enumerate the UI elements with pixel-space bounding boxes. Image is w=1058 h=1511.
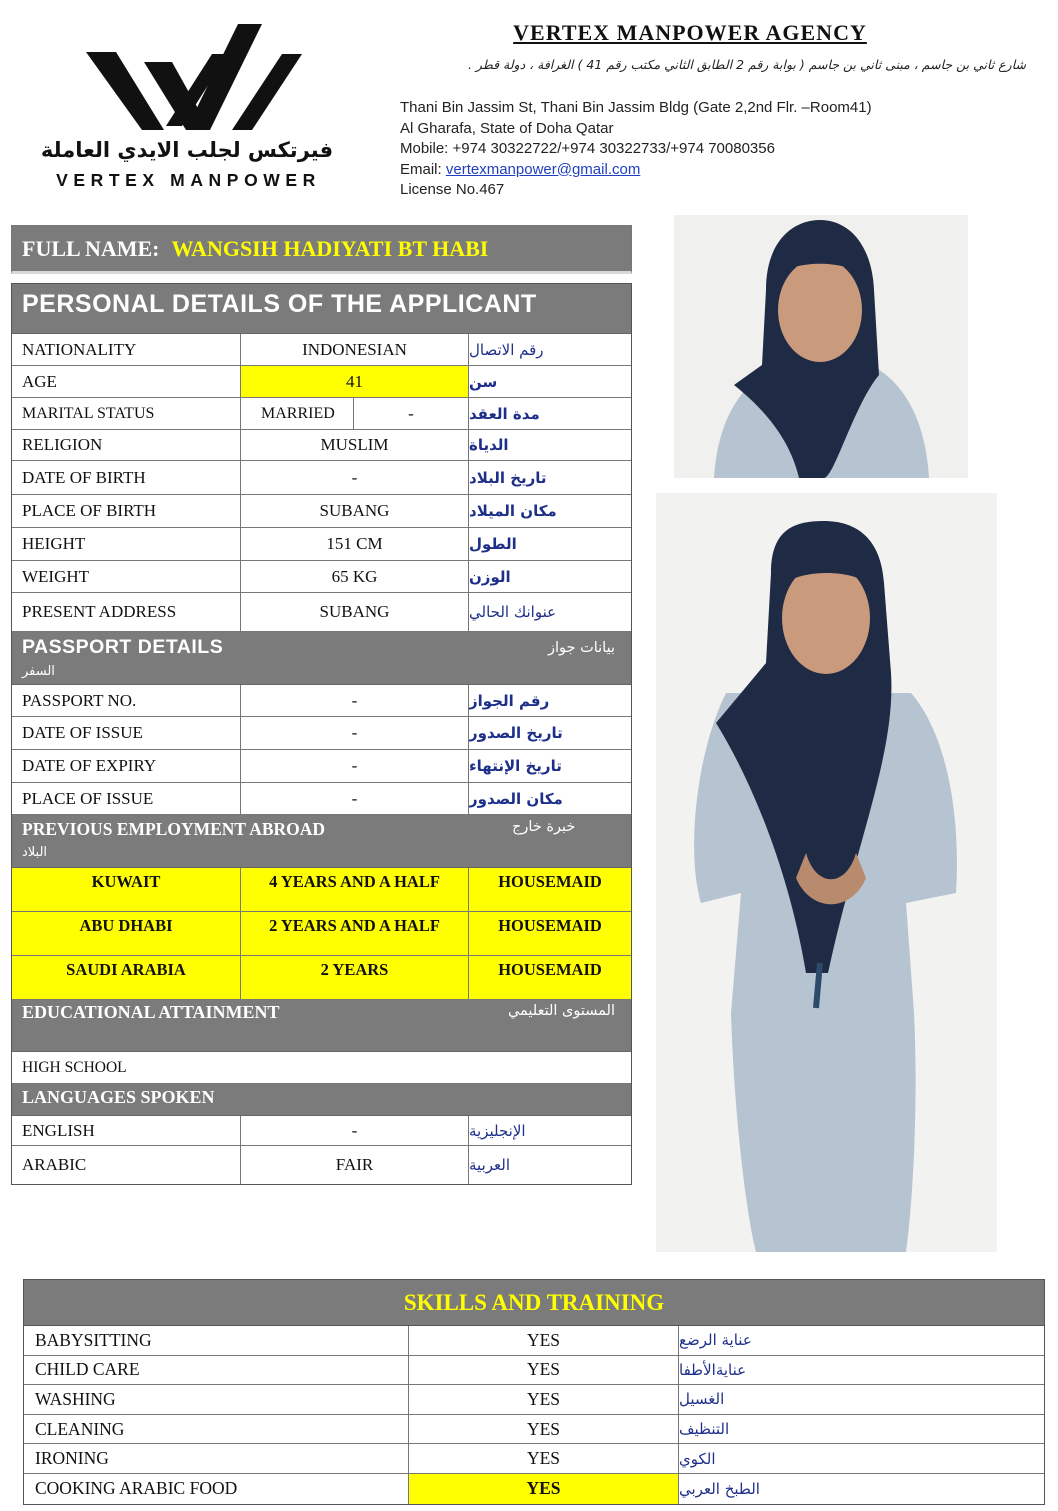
applicant-details-table [11, 283, 632, 1185]
mobile-label: Mobile: [400, 140, 449, 157]
date-of-issue-label-ar: تاريخ الصدور [469, 724, 563, 742]
date-of-expiry-label-ar: تاريخ الإنتهاء [469, 757, 562, 775]
employment-position: HOUSEMAID [469, 912, 631, 955]
skill-label: IRONING [24, 1444, 409, 1473]
applicant-portrait-photo [674, 215, 968, 478]
employment-duration: 2 YEARS [241, 956, 469, 999]
employment-header [12, 815, 631, 868]
skill-label: BABYSITTING [24, 1326, 409, 1355]
passport-no-value: - [241, 685, 469, 716]
date-of-issue-label: DATE OF ISSUE [12, 717, 241, 749]
age-label-ar: سن [469, 372, 498, 391]
logo-english-text: VERTEX MANPOWER [56, 170, 321, 190]
passport-no-label: PASSPORT NO. [12, 685, 241, 716]
table-row [12, 1116, 631, 1146]
age-value: 41 [241, 366, 469, 397]
date-of-birth-value: - [241, 461, 469, 494]
table-row [24, 1444, 1044, 1474]
passport-details-title-ar: بيانات جواز [547, 640, 615, 656]
table-row [24, 1415, 1044, 1445]
skills-title: SKILLS AND TRAINING [24, 1280, 1044, 1326]
table-row [12, 685, 631, 717]
skill-label-ar: عناية الرضع [679, 1331, 752, 1350]
full-body-illustration [656, 493, 997, 1252]
place-of-issue-label-ar: مكان الصدور [469, 789, 563, 808]
skill-label-ar: الكوي [679, 1449, 716, 1468]
marital-status-text: MARRIED [241, 398, 354, 429]
languages-title: LANGUAGES SPOKEN [22, 1087, 215, 1107]
place-of-birth-label-ar: مكان الميلاد [469, 502, 557, 520]
skill-value: YES [409, 1444, 679, 1473]
english-label-ar: الإنجليزية [469, 1121, 526, 1140]
portrait-illustration [674, 215, 968, 478]
employment-position: HOUSEMAID [469, 868, 631, 911]
education-title: EDUCATIONAL ATTAINMENT [22, 1002, 280, 1022]
email-link[interactable]: vertexmanpower@gmail.com [445, 160, 641, 178]
weight-value: 65 KG [241, 561, 469, 592]
employment-duration: 4 YEARS AND A HALF [241, 868, 469, 911]
passport-details-header [12, 632, 631, 685]
personal-details-title: PERSONAL DETAILS OF THE APPLICANT [22, 290, 537, 318]
skill-label-ar: الطبخ العربي [679, 1479, 760, 1498]
passport-details-title-ar-2: السفر [22, 664, 55, 679]
applicant-full-body-photo [656, 493, 997, 1252]
education-header [12, 1000, 631, 1052]
address-arabic: شارع ثاني بن جاسم ، مبنى ثاني بن جاسم ( بوابة رقم 2 الطابق الثاني مكتب رقم 41 ) الغرافة ، دولة قطر . [467, 57, 1026, 72]
table-row [24, 1326, 1044, 1356]
table-row [12, 750, 631, 783]
languages-header [12, 1084, 631, 1116]
full-name-value: WANGSIH HADIYATI BT HABI [171, 235, 489, 261]
passport-details-title: PASSPORT DETAILS [22, 636, 224, 658]
education-value: HIGH SCHOOL [12, 1052, 631, 1084]
skill-label: CHILD CARE [24, 1356, 409, 1385]
table-row [12, 366, 631, 398]
arabic-label: ARABIC [12, 1146, 241, 1184]
height-value: 151 CM [241, 528, 469, 560]
english-label: ENGLISH [12, 1116, 241, 1145]
table-row [12, 561, 631, 593]
height-label-ar: الطول [469, 535, 517, 553]
date-of-expiry-label: DATE OF EXPIRY [12, 750, 241, 782]
skill-label: WASHING [24, 1385, 409, 1414]
agency-title: VERTEX MANPOWER AGENCY [513, 20, 867, 45]
religion-value: MUSLIM [241, 430, 469, 460]
skill-value: YES [409, 1385, 679, 1414]
place-of-issue-label: PLACE OF ISSUE [12, 783, 241, 814]
skill-label: COOKING ARABIC FOOD [24, 1474, 409, 1504]
present-address-value: SUBANG [241, 593, 469, 631]
table-row [12, 783, 631, 815]
full-name-label: FULL NAME: [22, 235, 160, 261]
present-address-label-ar: عنوانك الحالي [469, 603, 557, 621]
date-of-birth-label-ar: تاريخ البلاد [469, 468, 547, 487]
place-of-birth-label: PLACE OF BIRTH [12, 495, 241, 527]
email-label: Email: [400, 160, 442, 178]
english-value: - [241, 1116, 469, 1145]
employment-title: PREVIOUS EMPLOYMENT ABROAD [22, 819, 326, 839]
date-of-issue-value: - [241, 717, 469, 749]
marital-status-label-ar: مدة العقد [469, 404, 540, 423]
table-row [12, 461, 631, 495]
religion-label-ar: الدياة [469, 436, 509, 454]
skill-value: YES [409, 1415, 679, 1444]
table-row [12, 495, 631, 528]
skill-label-ar: الغسيل [679, 1390, 725, 1409]
weight-label-ar: الوزن [469, 567, 511, 586]
skills-table [23, 1279, 1045, 1505]
table-row [12, 868, 631, 912]
height-label: HEIGHT [12, 528, 241, 560]
date-of-expiry-value: - [241, 750, 469, 782]
marital-status-extra: - [408, 403, 414, 423]
skill-label-ar: التنظيف [679, 1420, 730, 1439]
skill-value: YES [409, 1326, 679, 1355]
employment-country: SAUDI ARABIA [12, 956, 241, 999]
date-of-birth-label: DATE OF BIRTH [12, 461, 241, 494]
present-address-label: PRESENT ADDRESS [12, 593, 241, 631]
skill-value: YES [409, 1474, 679, 1504]
age-label: AGE [12, 366, 241, 397]
table-row [12, 912, 631, 956]
skill-value: YES [409, 1356, 679, 1385]
nationality-value: INDONESIAN [241, 334, 469, 365]
arabic-value: FAIR [241, 1146, 469, 1184]
weight-label: WEIGHT [12, 561, 241, 592]
nationality-label: NATIONALITY [12, 334, 241, 365]
table-row [12, 398, 631, 430]
full-name-bar [11, 225, 632, 274]
nationality-label-ar: رقم الاتصال [469, 340, 544, 359]
table-row [12, 430, 631, 461]
place-of-issue-value: - [241, 783, 469, 814]
employment-title-ar-2: البلاد [22, 845, 48, 860]
place-of-birth-value: SUBANG [241, 495, 469, 527]
mobile-value: +974 30322722/+974 30322733/+974 70080356 [452, 140, 775, 157]
table-row [12, 717, 631, 750]
passport-no-label-ar: رقم الجواز [469, 691, 550, 710]
religion-label: RELIGION [12, 430, 241, 460]
employment-duration: 2 YEARS AND A HALF [241, 912, 469, 955]
marital-status-value [241, 398, 469, 429]
education-title-ar: المستوى التعليمي [507, 1003, 615, 1019]
employment-title-ar: خبرة خارج [512, 819, 576, 835]
table-row [12, 1146, 631, 1184]
address-line-2: Al Gharafa, State of Doha Qatar [400, 119, 614, 137]
vertex-logo-icon [82, 14, 304, 134]
table-row [24, 1474, 1044, 1504]
table-row [12, 956, 631, 1000]
table-row [12, 528, 631, 561]
personal-details-header [12, 284, 631, 334]
employment-country: ABU DHABI [12, 912, 241, 955]
logo-arabic-text: فيرتكس لجلب الايدي العاملة [40, 138, 334, 162]
employment-country: KUWAIT [12, 868, 241, 911]
email-line [400, 160, 1040, 181]
skill-label-ar: عنايةالأطفا [679, 1360, 747, 1379]
license-number: License No.467 [400, 181, 505, 198]
table-row [12, 334, 631, 366]
employment-position: HOUSEMAID [469, 956, 631, 999]
arabic-label-ar: العربية [469, 1156, 510, 1174]
table-row [24, 1356, 1044, 1386]
table-row [12, 593, 631, 632]
contact-block [400, 98, 1040, 201]
table-row [24, 1385, 1044, 1415]
marital-status-label: MARITAL STATUS [12, 398, 241, 429]
mobile-line [400, 139, 1040, 160]
address-line-1: Thani Bin Jassim St, Thani Bin Jassim Bldg (Gate 2,2nd Flr. –Room41) [400, 99, 872, 116]
skill-label: CLEANING [24, 1415, 409, 1444]
